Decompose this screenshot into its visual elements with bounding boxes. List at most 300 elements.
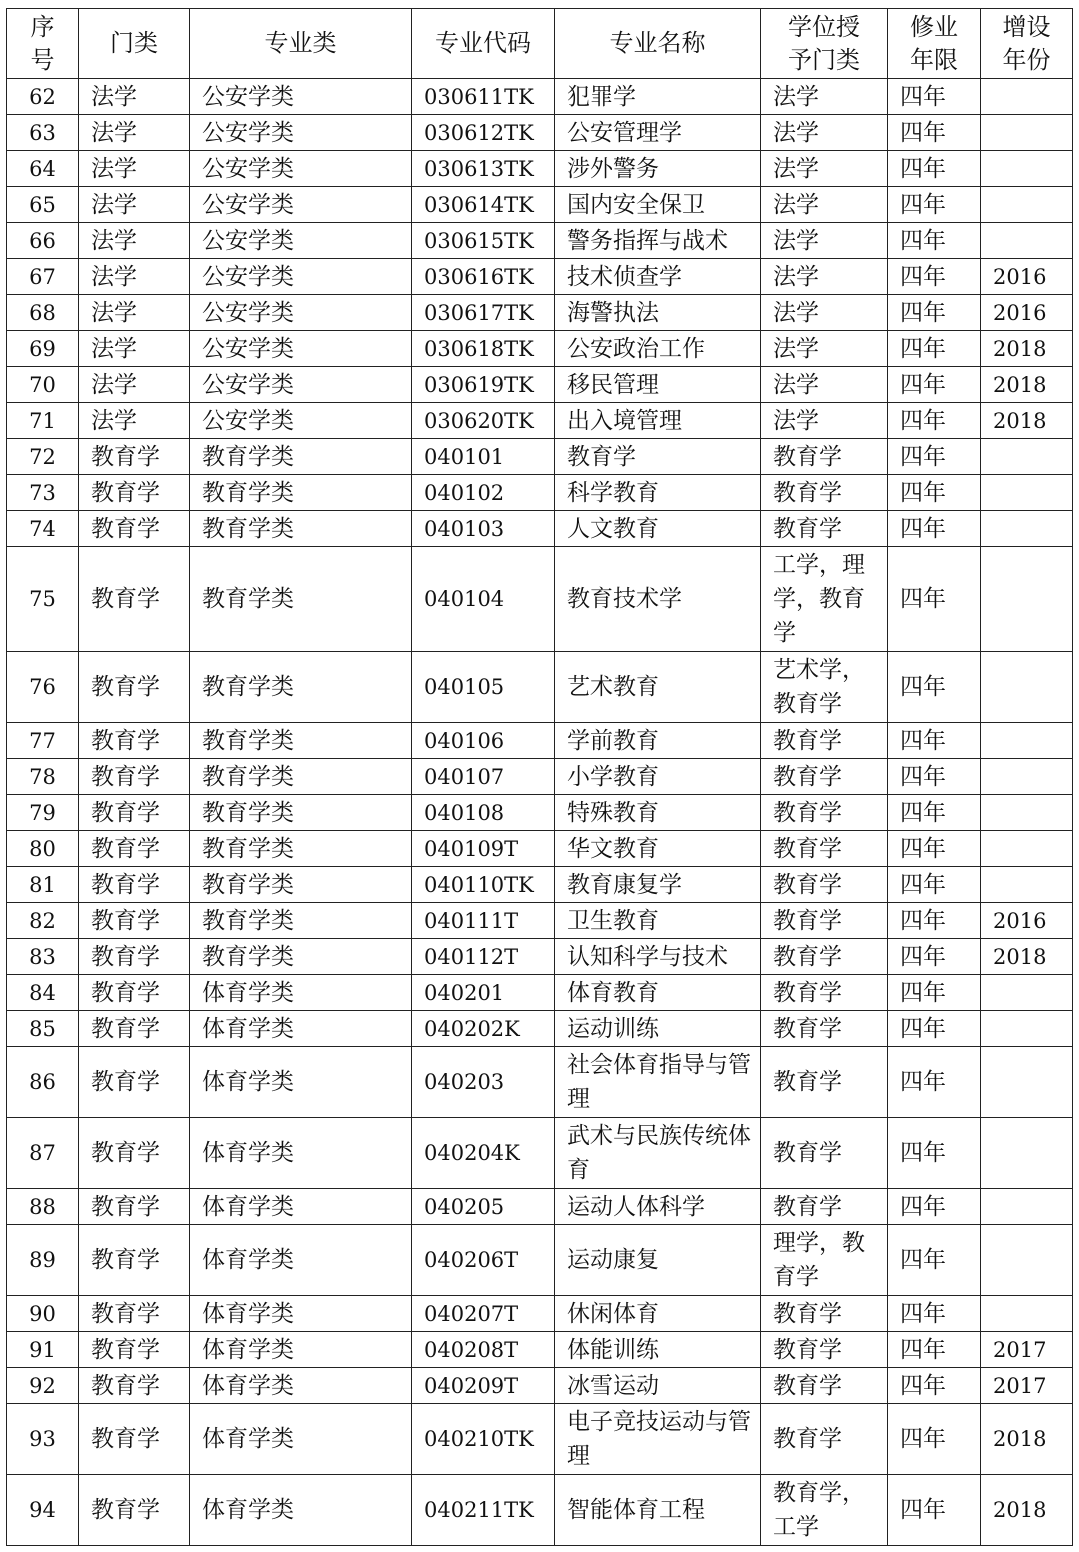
cell-seq: 70 (7, 367, 79, 403)
cell-major-class: 教育学类 (190, 903, 412, 939)
cell-code: 030616TK (412, 259, 555, 295)
cell-name: 运动人体科学 (555, 1189, 761, 1225)
cell-degree: 法学 (761, 151, 888, 187)
cell-code: 040206T (412, 1225, 555, 1296)
cell-years: 四年 (888, 1047, 981, 1118)
cell-code: 040202K (412, 1011, 555, 1047)
table-row (7, 759, 1073, 795)
table-row (7, 475, 1073, 511)
cell-year-added: 2018 (981, 1475, 1073, 1546)
cell-category: 教育学 (79, 867, 190, 903)
cell-name: 运动康复 (555, 1225, 761, 1296)
table-row (7, 831, 1073, 867)
cell-name: 出入境管理 (555, 403, 761, 439)
cell-major-class: 教育学类 (190, 867, 412, 903)
cell-name: 体育教育 (555, 975, 761, 1011)
header-seq: 序号 (7, 9, 79, 79)
table-row (7, 939, 1073, 975)
cell-year-added (981, 151, 1073, 187)
cell-year-added (981, 1011, 1073, 1047)
cell-code: 030618TK (412, 331, 555, 367)
cell-code: 040210TK (412, 1404, 555, 1475)
cell-degree: 法学 (761, 187, 888, 223)
cell-name: 教育学 (555, 439, 761, 475)
cell-years: 四年 (888, 1189, 981, 1225)
cell-degree: 法学 (761, 223, 888, 259)
cell-category: 教育学 (79, 439, 190, 475)
cell-name: 犯罪学 (555, 79, 761, 115)
cell-year-added: 2016 (981, 259, 1073, 295)
cell-seq: 87 (7, 1118, 79, 1189)
cell-seq: 83 (7, 939, 79, 975)
cell-years: 四年 (888, 115, 981, 151)
cell-seq: 91 (7, 1332, 79, 1368)
cell-degree: 教育学 (761, 723, 888, 759)
cell-year-added: 2018 (981, 1404, 1073, 1475)
cell-year-added (981, 867, 1073, 903)
cell-degree: 教育学 (761, 1368, 888, 1404)
cell-years: 四年 (888, 1296, 981, 1332)
cell-category: 法学 (79, 403, 190, 439)
cell-category: 法学 (79, 223, 190, 259)
cell-code: 030617TK (412, 295, 555, 331)
cell-major-class: 体育学类 (190, 1189, 412, 1225)
cell-category: 教育学 (79, 939, 190, 975)
cell-seq: 89 (7, 1225, 79, 1296)
cell-degree: 理学，教育学 (761, 1225, 888, 1296)
cell-major-class: 教育学类 (190, 439, 412, 475)
cell-category: 教育学 (79, 1118, 190, 1189)
cell-years: 四年 (888, 1118, 981, 1189)
cell-code: 040209T (412, 1368, 555, 1404)
cell-year-added (981, 1225, 1073, 1296)
cell-seq: 67 (7, 259, 79, 295)
table-body (7, 79, 1073, 1546)
cell-name: 教育技术学 (555, 547, 761, 652)
cell-years: 四年 (888, 1332, 981, 1368)
cell-category: 教育学 (79, 1404, 190, 1475)
cell-code: 040106 (412, 723, 555, 759)
major-catalog-table (6, 8, 1073, 1546)
cell-year-added (981, 475, 1073, 511)
cell-name: 艺术教育 (555, 652, 761, 723)
cell-category: 法学 (79, 367, 190, 403)
cell-years: 四年 (888, 795, 981, 831)
cell-seq: 75 (7, 547, 79, 652)
cell-seq: 64 (7, 151, 79, 187)
cell-category: 教育学 (79, 903, 190, 939)
cell-years: 四年 (888, 331, 981, 367)
cell-code: 040201 (412, 975, 555, 1011)
cell-major-class: 教育学类 (190, 652, 412, 723)
cell-name: 科学教育 (555, 475, 761, 511)
cell-years: 四年 (888, 1368, 981, 1404)
table-row (7, 1047, 1073, 1118)
cell-years: 四年 (888, 939, 981, 975)
cell-major-class: 教育学类 (190, 795, 412, 831)
cell-seq: 92 (7, 1368, 79, 1404)
cell-years: 四年 (888, 759, 981, 795)
cell-category: 教育学 (79, 1368, 190, 1404)
cell-years: 四年 (888, 723, 981, 759)
cell-code: 040205 (412, 1189, 555, 1225)
cell-code: 040103 (412, 511, 555, 547)
cell-years: 四年 (888, 831, 981, 867)
cell-degree: 教育学 (761, 1189, 888, 1225)
cell-year-added (981, 652, 1073, 723)
table-row (7, 795, 1073, 831)
cell-name: 移民管理 (555, 367, 761, 403)
table-row (7, 652, 1073, 723)
cell-category: 教育学 (79, 475, 190, 511)
cell-major-class: 体育学类 (190, 1296, 412, 1332)
cell-code: 030611TK (412, 79, 555, 115)
cell-code: 040203 (412, 1047, 555, 1118)
cell-seq: 93 (7, 1404, 79, 1475)
cell-seq: 78 (7, 759, 79, 795)
table-row (7, 1404, 1073, 1475)
cell-category: 法学 (79, 151, 190, 187)
cell-seq: 69 (7, 331, 79, 367)
header-year-added: 增设年份 (981, 9, 1073, 79)
cell-degree: 教育学 (761, 1404, 888, 1475)
cell-major-class: 公安学类 (190, 295, 412, 331)
cell-year-added: 2016 (981, 903, 1073, 939)
cell-degree: 工学，理学，教育学 (761, 547, 888, 652)
cell-code: 040104 (412, 547, 555, 652)
cell-years: 四年 (888, 867, 981, 903)
header-degree: 学位授予门类 (761, 9, 888, 79)
cell-name: 教育康复学 (555, 867, 761, 903)
cell-seq: 72 (7, 439, 79, 475)
cell-years: 四年 (888, 1225, 981, 1296)
cell-major-class: 体育学类 (190, 975, 412, 1011)
cell-year-added: 2018 (981, 331, 1073, 367)
cell-seq: 88 (7, 1189, 79, 1225)
cell-major-class: 体育学类 (190, 1011, 412, 1047)
cell-major-class: 公安学类 (190, 151, 412, 187)
table-row (7, 1189, 1073, 1225)
cell-degree: 教育学 (761, 1296, 888, 1332)
cell-year-added (981, 511, 1073, 547)
cell-years: 四年 (888, 259, 981, 295)
cell-degree: 教育学 (761, 1332, 888, 1368)
cell-seq: 86 (7, 1047, 79, 1118)
cell-seq: 73 (7, 475, 79, 511)
cell-name: 冰雪运动 (555, 1368, 761, 1404)
cell-major-class: 教育学类 (190, 831, 412, 867)
table-row (7, 151, 1073, 187)
cell-category: 教育学 (79, 795, 190, 831)
cell-name: 技术侦查学 (555, 259, 761, 295)
table-row (7, 1368, 1073, 1404)
cell-degree: 教育学 (761, 831, 888, 867)
cell-code: 040111T (412, 903, 555, 939)
table-row (7, 187, 1073, 223)
cell-years: 四年 (888, 1475, 981, 1546)
cell-category: 法学 (79, 259, 190, 295)
cell-degree: 法学 (761, 403, 888, 439)
cell-major-class: 公安学类 (190, 331, 412, 367)
cell-name: 社会体育指导与管理 (555, 1047, 761, 1118)
table-row (7, 331, 1073, 367)
cell-major-class: 公安学类 (190, 259, 412, 295)
table-row (7, 115, 1073, 151)
cell-major-class: 体育学类 (190, 1368, 412, 1404)
cell-years: 四年 (888, 1404, 981, 1475)
cell-year-added (981, 187, 1073, 223)
cell-years: 四年 (888, 187, 981, 223)
cell-years: 四年 (888, 652, 981, 723)
cell-major-class: 公安学类 (190, 223, 412, 259)
cell-major-class: 公安学类 (190, 115, 412, 151)
cell-year-added (981, 1189, 1073, 1225)
cell-year-added (981, 975, 1073, 1011)
table-row (7, 1296, 1073, 1332)
cell-name: 体能训练 (555, 1332, 761, 1368)
cell-code: 040109T (412, 831, 555, 867)
cell-category: 教育学 (79, 547, 190, 652)
cell-year-added (981, 723, 1073, 759)
header-category: 门类 (79, 9, 190, 79)
cell-years: 四年 (888, 475, 981, 511)
cell-name: 公安政治工作 (555, 331, 761, 367)
cell-category: 教育学 (79, 723, 190, 759)
cell-category: 教育学 (79, 759, 190, 795)
cell-name: 认知科学与技术 (555, 939, 761, 975)
table-row (7, 723, 1073, 759)
cell-year-added (981, 1118, 1073, 1189)
cell-degree: 法学 (761, 259, 888, 295)
cell-degree: 法学 (761, 295, 888, 331)
cell-major-class: 教育学类 (190, 939, 412, 975)
header-row (7, 9, 1073, 79)
header-years: 修业年限 (888, 9, 981, 79)
header-name: 专业名称 (555, 9, 761, 79)
table-row (7, 511, 1073, 547)
cell-code: 040101 (412, 439, 555, 475)
cell-seq: 71 (7, 403, 79, 439)
cell-degree: 教育学 (761, 759, 888, 795)
cell-major-class: 体育学类 (190, 1225, 412, 1296)
cell-major-class: 公安学类 (190, 79, 412, 115)
cell-year-added (981, 115, 1073, 151)
cell-seq: 77 (7, 723, 79, 759)
cell-code: 040112T (412, 939, 555, 975)
cell-year-added (981, 831, 1073, 867)
cell-category: 教育学 (79, 1296, 190, 1332)
cell-code: 040102 (412, 475, 555, 511)
table-row (7, 547, 1073, 652)
cell-year-added: 2017 (981, 1332, 1073, 1368)
cell-major-class: 体育学类 (190, 1118, 412, 1189)
cell-years: 四年 (888, 547, 981, 652)
cell-years: 四年 (888, 975, 981, 1011)
cell-degree: 法学 (761, 115, 888, 151)
cell-year-added (981, 547, 1073, 652)
cell-name: 人文教育 (555, 511, 761, 547)
cell-major-class: 体育学类 (190, 1404, 412, 1475)
cell-seq: 66 (7, 223, 79, 259)
cell-code: 040204K (412, 1118, 555, 1189)
cell-name: 卫生教育 (555, 903, 761, 939)
cell-year-added: 2018 (981, 939, 1073, 975)
cell-code: 030613TK (412, 151, 555, 187)
table-row (7, 439, 1073, 475)
cell-code: 040208T (412, 1332, 555, 1368)
cell-seq: 84 (7, 975, 79, 1011)
cell-major-class: 教育学类 (190, 547, 412, 652)
cell-years: 四年 (888, 439, 981, 475)
cell-major-class: 教育学类 (190, 759, 412, 795)
cell-seq: 94 (7, 1475, 79, 1546)
cell-degree: 法学 (761, 79, 888, 115)
cell-category: 法学 (79, 115, 190, 151)
cell-name: 智能体育工程 (555, 1475, 761, 1546)
header-major-class: 专业类 (190, 9, 412, 79)
cell-name: 武术与民族传统体育 (555, 1118, 761, 1189)
table-row (7, 1475, 1073, 1546)
cell-seq: 63 (7, 115, 79, 151)
table-row (7, 1332, 1073, 1368)
cell-seq: 65 (7, 187, 79, 223)
cell-degree: 法学 (761, 331, 888, 367)
cell-year-added (981, 79, 1073, 115)
cell-degree: 教育学 (761, 1011, 888, 1047)
cell-year-added: 2017 (981, 1368, 1073, 1404)
cell-year-added (981, 223, 1073, 259)
cell-major-class: 公安学类 (190, 367, 412, 403)
header-code: 专业代码 (412, 9, 555, 79)
table-row (7, 975, 1073, 1011)
cell-years: 四年 (888, 295, 981, 331)
cell-code: 040211TK (412, 1475, 555, 1546)
cell-name: 特殊教育 (555, 795, 761, 831)
cell-seq: 68 (7, 295, 79, 331)
cell-year-added (981, 439, 1073, 475)
table-row (7, 867, 1073, 903)
cell-category: 法学 (79, 79, 190, 115)
cell-name: 运动训练 (555, 1011, 761, 1047)
table-row (7, 259, 1073, 295)
table-row (7, 1011, 1073, 1047)
cell-years: 四年 (888, 1011, 981, 1047)
cell-category: 教育学 (79, 652, 190, 723)
cell-seq: 85 (7, 1011, 79, 1047)
cell-name: 国内安全保卫 (555, 187, 761, 223)
cell-years: 四年 (888, 79, 981, 115)
cell-seq: 90 (7, 1296, 79, 1332)
cell-category: 教育学 (79, 1011, 190, 1047)
cell-seq: 81 (7, 867, 79, 903)
table-row (7, 1225, 1073, 1296)
cell-code: 030614TK (412, 187, 555, 223)
cell-degree: 教育学 (761, 867, 888, 903)
cell-years: 四年 (888, 403, 981, 439)
cell-years: 四年 (888, 903, 981, 939)
cell-category: 教育学 (79, 975, 190, 1011)
cell-name: 海警执法 (555, 295, 761, 331)
cell-category: 教育学 (79, 1047, 190, 1118)
cell-years: 四年 (888, 367, 981, 403)
cell-category: 法学 (79, 295, 190, 331)
cell-name: 警务指挥与战术 (555, 223, 761, 259)
cell-code: 030620TK (412, 403, 555, 439)
cell-major-class: 教育学类 (190, 475, 412, 511)
cell-code: 030612TK (412, 115, 555, 151)
cell-degree: 教育学 (761, 511, 888, 547)
cell-name: 公安管理学 (555, 115, 761, 151)
table-row (7, 223, 1073, 259)
table-row (7, 1118, 1073, 1189)
cell-years: 四年 (888, 511, 981, 547)
cell-major-class: 体育学类 (190, 1475, 412, 1546)
cell-category: 法学 (79, 187, 190, 223)
cell-category: 教育学 (79, 831, 190, 867)
table-row (7, 403, 1073, 439)
cell-degree: 教育学 (761, 975, 888, 1011)
cell-degree: 教育学 (761, 475, 888, 511)
cell-code: 040105 (412, 652, 555, 723)
cell-major-class: 教育学类 (190, 723, 412, 759)
cell-years: 四年 (888, 151, 981, 187)
cell-year-added (981, 759, 1073, 795)
cell-degree: 艺术学，教育学 (761, 652, 888, 723)
cell-code: 040107 (412, 759, 555, 795)
cell-name: 电子竞技运动与管理 (555, 1404, 761, 1475)
cell-name: 休闲体育 (555, 1296, 761, 1332)
cell-code: 040110TK (412, 867, 555, 903)
cell-name: 学前教育 (555, 723, 761, 759)
cell-name: 小学教育 (555, 759, 761, 795)
cell-degree: 教育学 (761, 939, 888, 975)
cell-code: 040108 (412, 795, 555, 831)
cell-seq: 76 (7, 652, 79, 723)
cell-year-added: 2018 (981, 403, 1073, 439)
cell-category: 教育学 (79, 1475, 190, 1546)
cell-seq: 80 (7, 831, 79, 867)
table-row (7, 903, 1073, 939)
cell-name: 涉外警务 (555, 151, 761, 187)
cell-category: 教育学 (79, 1189, 190, 1225)
cell-degree: 教育学，工学 (761, 1475, 888, 1546)
cell-year-added: 2018 (981, 367, 1073, 403)
cell-seq: 79 (7, 795, 79, 831)
cell-degree: 教育学 (761, 1047, 888, 1118)
cell-year-added (981, 1047, 1073, 1118)
cell-category: 教育学 (79, 1332, 190, 1368)
cell-seq: 82 (7, 903, 79, 939)
cell-category: 法学 (79, 331, 190, 367)
cell-degree: 教育学 (761, 1118, 888, 1189)
cell-code: 030619TK (412, 367, 555, 403)
cell-year-added: 2016 (981, 295, 1073, 331)
cell-category: 教育学 (79, 1225, 190, 1296)
cell-major-class: 体育学类 (190, 1047, 412, 1118)
cell-major-class: 公安学类 (190, 187, 412, 223)
cell-major-class: 体育学类 (190, 1332, 412, 1368)
cell-degree: 法学 (761, 367, 888, 403)
cell-seq: 62 (7, 79, 79, 115)
cell-major-class: 公安学类 (190, 403, 412, 439)
cell-year-added (981, 1296, 1073, 1332)
cell-code: 040207T (412, 1296, 555, 1332)
cell-seq: 74 (7, 511, 79, 547)
major-catalog-table-wrapper (6, 8, 1072, 1546)
cell-degree: 教育学 (761, 439, 888, 475)
cell-major-class: 教育学类 (190, 511, 412, 547)
table-row (7, 79, 1073, 115)
